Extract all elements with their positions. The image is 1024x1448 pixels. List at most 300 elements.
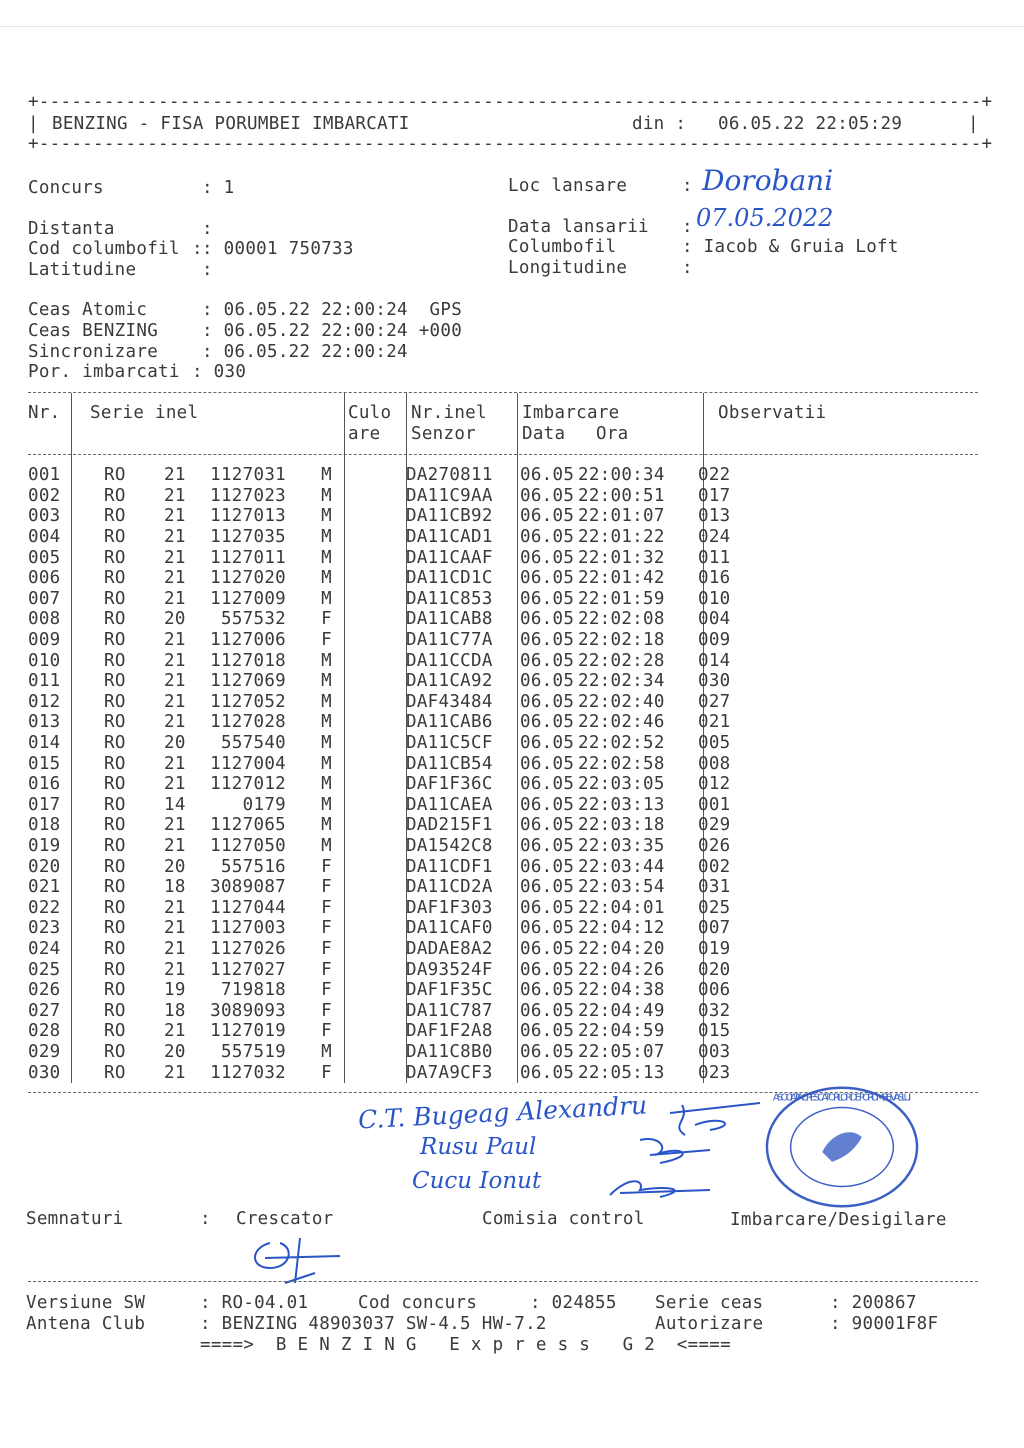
- cell-ora: 22:04:20: [578, 938, 665, 959]
- table-row: [28, 856, 731, 877]
- cell-culoare: [332, 959, 402, 980]
- table-row: [28, 815, 731, 836]
- columbofil-value: : Iacob & Gruia Loft: [682, 237, 899, 257]
- cell-nr: 010: [28, 650, 61, 671]
- autorizare-label: Autorizare: [655, 1314, 764, 1334]
- cell-ora: 22:00:51: [578, 485, 665, 506]
- cell-nr: 011: [28, 671, 61, 692]
- cell-data: 06.05: [520, 794, 575, 815]
- ceas-benzing-value: : 06.05.22 22:00:24 +000: [202, 321, 463, 341]
- cell-sex: M: [321, 733, 332, 754]
- cell-ora: 22:03:13: [578, 794, 665, 815]
- cell-senzor: DA11CB92: [406, 506, 493, 527]
- por-imbarcati-value: : 030: [192, 362, 247, 382]
- cell-sex: F: [321, 980, 332, 1001]
- cell-culoare: [332, 630, 402, 651]
- cell-obs: 011: [698, 547, 731, 568]
- cell-data: 06.05: [520, 753, 575, 774]
- cell-senzor: DAF43484: [406, 691, 493, 712]
- cell-nr: 007: [28, 588, 61, 609]
- cell-inel: 1127009: [210, 588, 286, 609]
- cell-an: 20: [164, 609, 186, 630]
- cell-senzor: DA11CAF0: [406, 918, 493, 939]
- cell-data: 06.05: [520, 630, 575, 651]
- cell-obs: 030: [698, 671, 731, 692]
- cell-inel: 1127035: [210, 527, 286, 548]
- cell-data: 06.05: [520, 897, 575, 918]
- cell-inel: 719818: [220, 980, 286, 1001]
- cell-culoare: [332, 897, 402, 918]
- cell-senzor: DAF1F2A8: [406, 1021, 493, 1042]
- table-row: [28, 527, 731, 548]
- cell-data: 06.05: [520, 815, 575, 836]
- cell-obs: 006: [698, 980, 731, 1001]
- cell-an: 21: [164, 1062, 186, 1083]
- cell-senzor: DA11CAB8: [406, 609, 493, 630]
- cell-an: 18: [164, 877, 186, 898]
- cell-inel: 1127003: [210, 918, 286, 939]
- cell-nr: 028: [28, 1021, 61, 1042]
- signature-scribbles: [600, 1095, 760, 1205]
- table-row: [28, 465, 731, 486]
- cell-nr: 016: [28, 774, 61, 795]
- cell-obs: 012: [698, 774, 731, 795]
- table-row: [28, 733, 731, 754]
- cell-sex: M: [321, 1041, 332, 1062]
- loc-label: Loc lansare: [508, 176, 628, 196]
- cell-culoare: [332, 1062, 402, 1083]
- cell-sex: M: [321, 753, 332, 774]
- col-culo-header-2: are: [348, 424, 381, 444]
- cell-ora: 22:00:34: [578, 465, 665, 486]
- cell-senzor: DA11CAEA: [406, 794, 493, 815]
- cell-senzor: DA270811: [406, 465, 493, 486]
- cell-obs: 013: [698, 506, 731, 527]
- table-row: [28, 939, 731, 960]
- table-row: [28, 568, 731, 589]
- cod-concurs-label: Cod concurs: [358, 1293, 478, 1313]
- cell-data: 06.05: [520, 568, 575, 589]
- cell-nr: 027: [28, 1000, 61, 1021]
- latitudine-value: :: [202, 260, 213, 280]
- cell-culoare: [332, 1000, 402, 1021]
- table-row: [28, 1021, 731, 1042]
- din-value: 06.05.22 22:05:29: [718, 114, 903, 134]
- cell-sex: F: [321, 1021, 332, 1042]
- cell-inel: 1127031: [210, 465, 286, 486]
- cell-data: 06.05: [520, 1041, 575, 1062]
- cell-senzor: DA1542C8: [406, 835, 493, 856]
- cell-sex: F: [321, 630, 332, 651]
- cell-ora: 22:01:07: [578, 506, 665, 527]
- cell-culoare: [332, 527, 402, 548]
- cell-senzor: DA11CD1C: [406, 568, 493, 589]
- cell-ora: 22:03:44: [578, 856, 665, 877]
- cell-culoare: [332, 774, 402, 795]
- cell-ora: 22:02:40: [578, 691, 665, 712]
- cell-obs: 023: [698, 1062, 731, 1083]
- cell-obs: 015: [698, 1021, 731, 1042]
- cell-culoare: [332, 589, 402, 610]
- cell-nr: 008: [28, 609, 61, 630]
- cell-tara: RO: [104, 959, 126, 980]
- ceas-atomic-value: : 06.05.22 22:00:24 GPS: [202, 300, 463, 320]
- association-stamp: [763, 1082, 921, 1212]
- cell-ora: 22:02:46: [578, 712, 665, 733]
- cell-inel: 1127044: [210, 897, 286, 918]
- cell-ora: 22:02:08: [578, 609, 665, 630]
- col-observatii-header: Observatii: [718, 403, 827, 423]
- table-row: [28, 692, 731, 713]
- cell-obs: 002: [698, 856, 731, 877]
- cell-tara: RO: [104, 856, 126, 877]
- table-row: [28, 712, 731, 733]
- table-row: [28, 836, 731, 857]
- cell-data: 06.05: [520, 691, 575, 712]
- cell-tara: RO: [104, 691, 126, 712]
- cell-data: 06.05: [520, 877, 575, 898]
- cell-sex: M: [321, 774, 332, 795]
- semnaturi-colon: :: [200, 1209, 211, 1229]
- cell-nr: 025: [28, 959, 61, 980]
- cell-senzor: DA93524F: [406, 959, 493, 980]
- cell-data: 06.05: [520, 938, 575, 959]
- cell-nr: 026: [28, 980, 61, 1001]
- cell-inel: 557519: [220, 1041, 286, 1062]
- cell-an: 21: [164, 630, 186, 651]
- cell-inel: 3089093: [210, 1000, 286, 1021]
- cell-culoare: [332, 877, 402, 898]
- cell-tara: RO: [104, 671, 126, 692]
- table-row: [28, 486, 731, 507]
- table-row: [28, 1042, 731, 1063]
- cell-obs: 026: [698, 835, 731, 856]
- cell-nr: 005: [28, 547, 61, 568]
- cell-obs: 021: [698, 712, 731, 733]
- cell-sex: F: [321, 938, 332, 959]
- table-row: [28, 1000, 731, 1021]
- cell-sex: M: [321, 485, 332, 506]
- cell-tara: RO: [104, 650, 126, 671]
- concurs-value: : 1: [202, 178, 235, 198]
- cell-an: 21: [164, 1021, 186, 1042]
- cell-data: 06.05: [520, 774, 575, 795]
- cell-ora: 22:03:18: [578, 815, 665, 836]
- cell-data: 06.05: [520, 671, 575, 692]
- cell-ora: 22:01:22: [578, 527, 665, 548]
- data-lansarii-label: Data lansarii: [508, 217, 649, 237]
- loc-value: Dorobani: [702, 164, 834, 197]
- cell-data: 06.05: [520, 527, 575, 548]
- cell-ora: 22:05:13: [578, 1062, 665, 1083]
- cell-an: 21: [164, 485, 186, 506]
- cell-senzor: DA11C8B0: [406, 1041, 493, 1062]
- col-culo-header: Culo: [348, 403, 392, 423]
- cell-ora: 22:04:59: [578, 1021, 665, 1042]
- antena-label: Antena Club: [26, 1314, 146, 1334]
- cell-obs: 017: [698, 485, 731, 506]
- cell-an: 21: [164, 938, 186, 959]
- versiune-label: Versiune SW: [26, 1293, 146, 1313]
- serie-ceas-label: Serie ceas: [655, 1293, 764, 1313]
- cell-ora: 22:04:12: [578, 918, 665, 939]
- cell-tara: RO: [104, 527, 126, 548]
- cell-sex: F: [321, 1062, 332, 1083]
- loc-colon: :: [682, 176, 693, 196]
- cell-an: 21: [164, 465, 186, 486]
- cell-sex: M: [321, 671, 332, 692]
- cell-an: 21: [164, 547, 186, 568]
- cell-inel: 1127018: [210, 650, 286, 671]
- cell-inel: 1127011: [210, 547, 286, 568]
- cell-culoare: [332, 465, 402, 486]
- cell-sex: F: [321, 609, 332, 630]
- cell-ora: 22:02:18: [578, 630, 665, 651]
- cell-culoare: [332, 547, 402, 568]
- cell-inel: 1127023: [210, 485, 286, 506]
- cell-sex: M: [321, 527, 332, 548]
- cell-nr: 021: [28, 877, 61, 898]
- cell-data: 06.05: [520, 465, 575, 486]
- cell-inel: 1127020: [210, 568, 286, 589]
- cell-an: 21: [164, 671, 186, 692]
- cell-nr: 015: [28, 753, 61, 774]
- cell-inel: 1127019: [210, 1021, 286, 1042]
- cell-culoare: [332, 650, 402, 671]
- table-row: [28, 877, 731, 898]
- cell-data: 06.05: [520, 485, 575, 506]
- cell-an: 19: [164, 980, 186, 1001]
- cell-obs: 001: [698, 794, 731, 815]
- table-row: [28, 980, 731, 1001]
- cell-senzor: DADAE8A2: [406, 938, 493, 959]
- versiune-value: : RO-04.01: [200, 1293, 309, 1313]
- cell-sex: M: [321, 794, 332, 815]
- commission-signature-3: Cucu Ionut: [412, 1168, 542, 1194]
- cell-sex: M: [321, 547, 332, 568]
- cell-tara: RO: [104, 774, 126, 795]
- cell-data: 06.05: [520, 588, 575, 609]
- columbofil-label: Columbofil: [508, 237, 617, 257]
- col-ora-header: Ora: [596, 424, 629, 444]
- serie-ceas-value: : 200867: [830, 1293, 917, 1313]
- title-box-left: |: [28, 114, 39, 134]
- cell-nr: 012: [28, 691, 61, 712]
- table-row: [28, 609, 731, 630]
- cell-culoare: [332, 609, 402, 630]
- cell-data: 06.05: [520, 980, 575, 1001]
- longitudine-label: Longitudine: [508, 258, 628, 278]
- cod-label: Cod columbofil: [28, 239, 180, 259]
- cell-culoare: [332, 815, 402, 836]
- cell-an: 21: [164, 691, 186, 712]
- cell-nr: 029: [28, 1041, 61, 1062]
- cell-nr: 022: [28, 897, 61, 918]
- footer-rule: [28, 1281, 978, 1282]
- comisia-label: Comisia control: [482, 1209, 645, 1229]
- pigeon-table: [28, 465, 731, 1083]
- cell-sex: M: [321, 712, 332, 733]
- cell-an: 21: [164, 588, 186, 609]
- cell-tara: RO: [104, 794, 126, 815]
- latitudine-label: Latitudine: [28, 260, 137, 280]
- cell-ora: 22:04:49: [578, 1000, 665, 1021]
- sincronizare-value: : 06.05.22 22:00:24: [202, 342, 408, 362]
- cell-nr: 006: [28, 568, 61, 589]
- cell-tara: RO: [104, 609, 126, 630]
- sincronizare-label: Sincronizare: [28, 342, 159, 362]
- cell-obs: 007: [698, 918, 731, 939]
- cell-data: 06.05: [520, 835, 575, 856]
- cell-obs: 003: [698, 1041, 731, 1062]
- cell-sex: M: [321, 691, 332, 712]
- cell-ora: 22:05:07: [578, 1041, 665, 1062]
- col-nrinel-header: Nr.inel: [411, 403, 487, 423]
- cell-inel: 1127012: [210, 774, 286, 795]
- cell-tara: RO: [104, 815, 126, 836]
- cell-nr: 017: [28, 794, 61, 815]
- table-row: [28, 671, 731, 692]
- cell-inel: 1127027: [210, 959, 286, 980]
- cell-tara: RO: [104, 733, 126, 754]
- cell-ora: 22:02:52: [578, 733, 665, 754]
- cell-culoare: [332, 795, 402, 816]
- table-top-rule: [28, 392, 978, 393]
- cell-culoare: [332, 506, 402, 527]
- table-row: [28, 918, 731, 939]
- cell-inel: 0179: [242, 794, 286, 815]
- cell-sex: M: [321, 568, 332, 589]
- cell-tara: RO: [104, 753, 126, 774]
- cell-data: 06.05: [520, 650, 575, 671]
- cell-tara: RO: [104, 980, 126, 1001]
- cell-nr: 001: [28, 465, 61, 486]
- cell-obs: 005: [698, 733, 731, 754]
- cell-obs: 010: [698, 588, 731, 609]
- cell-an: 14: [164, 794, 186, 815]
- cell-tara: RO: [104, 1062, 126, 1083]
- cell-tara: RO: [104, 547, 126, 568]
- data-lansarii-colon: :: [682, 217, 693, 237]
- cell-obs: 031: [698, 877, 731, 898]
- cell-nr: 024: [28, 938, 61, 959]
- cell-an: 21: [164, 959, 186, 980]
- cell-nr: 023: [28, 918, 61, 939]
- cell-ora: 22:04:38: [578, 980, 665, 1001]
- cell-ora: 22:02:34: [578, 671, 665, 692]
- cell-senzor: DAF1F36C: [406, 774, 493, 795]
- cell-senzor: DA11CD2A: [406, 877, 493, 898]
- cell-tara: RO: [104, 877, 126, 898]
- imbarcare-desigilare-label: Imbarcare/Desigilare: [730, 1210, 947, 1230]
- cell-senzor: DAD215F1: [406, 815, 493, 836]
- cell-obs: 004: [698, 609, 731, 630]
- cell-nr: 019: [28, 835, 61, 856]
- stamp-text: ASOCIATIA CRESCATORILOR DE PORUMBEI VASLUI: [772, 1092, 912, 1104]
- cell-sex: F: [321, 918, 332, 939]
- cell-an: 21: [164, 774, 186, 795]
- cell-tara: RO: [104, 835, 126, 856]
- cell-inel: 557516: [220, 856, 286, 877]
- cell-inel: 1127004: [210, 753, 286, 774]
- cell-culoare: [332, 486, 402, 507]
- cell-sex: M: [321, 835, 332, 856]
- cell-an: 21: [164, 712, 186, 733]
- cod-colon: :: [192, 239, 203, 259]
- cell-culoare: [332, 733, 402, 754]
- cell-an: 20: [164, 1041, 186, 1062]
- cell-senzor: DA11CAB6: [406, 712, 493, 733]
- cell-data: 06.05: [520, 856, 575, 877]
- cell-tara: RO: [104, 465, 126, 486]
- scan-edge: [0, 26, 1024, 27]
- cell-obs: 025: [698, 897, 731, 918]
- cell-sex: F: [321, 877, 332, 898]
- cell-nr: 030: [28, 1062, 61, 1083]
- col-nr-header: Nr.: [28, 403, 61, 423]
- cell-obs: 027: [698, 691, 731, 712]
- cell-culoare: [332, 856, 402, 877]
- table-row: [28, 1062, 731, 1083]
- cell-an: 21: [164, 815, 186, 836]
- cell-tara: RO: [104, 918, 126, 939]
- cell-ora: 22:03:54: [578, 877, 665, 898]
- table-row: [28, 630, 731, 651]
- cell-nr: 003: [28, 506, 61, 527]
- cell-senzor: DA11CCDA: [406, 650, 493, 671]
- cell-tara: RO: [104, 568, 126, 589]
- cell-inel: 1127026: [210, 938, 286, 959]
- cell-senzor: DAF1F303: [406, 897, 493, 918]
- cell-an: 21: [164, 568, 186, 589]
- cell-data: 06.05: [520, 547, 575, 568]
- data-lansarii-value: 07.05.2022: [696, 204, 834, 232]
- din-label: din :: [632, 114, 687, 134]
- cell-senzor: DA11CAD1: [406, 527, 493, 548]
- cell-inel: 1127006: [210, 630, 286, 651]
- cell-inel: 1127032: [210, 1062, 286, 1083]
- cell-obs: 009: [698, 630, 731, 651]
- cell-data: 06.05: [520, 733, 575, 754]
- title-box-bottom: +---------------------------------------------------------------------------------------+: [28, 134, 993, 154]
- cell-data: 06.05: [520, 959, 575, 980]
- cell-tara: RO: [104, 712, 126, 733]
- cell-culoare: [332, 1021, 402, 1042]
- table-row: [28, 795, 731, 816]
- cell-sex: F: [321, 1000, 332, 1021]
- ceas-atomic-label: Ceas Atomic: [28, 300, 148, 320]
- cell-culoare: [332, 712, 402, 733]
- cell-sex: F: [321, 959, 332, 980]
- por-imbarcati-label: Por. imbarcati: [28, 362, 180, 382]
- col-imbarcare-header: Imbarcare: [522, 403, 620, 423]
- cell-sex: M: [321, 465, 332, 486]
- cell-obs: 029: [698, 815, 731, 836]
- cell-ora: 22:03:05: [578, 774, 665, 795]
- cell-senzor: DA7A9CF3: [406, 1062, 493, 1083]
- cell-ora: 22:01:32: [578, 547, 665, 568]
- cell-data: 06.05: [520, 1021, 575, 1042]
- cell-inel: 1127028: [210, 712, 286, 733]
- cell-nr: 009: [28, 630, 61, 651]
- commission-signature-2: Rusu Paul: [420, 1134, 537, 1160]
- col-serie-header: Serie inel: [90, 403, 199, 423]
- cell-culoare: [332, 980, 402, 1001]
- cell-an: 21: [164, 527, 186, 548]
- cell-inel: 3089087: [210, 877, 286, 898]
- cell-an: 21: [164, 897, 186, 918]
- cell-tara: RO: [104, 1000, 126, 1021]
